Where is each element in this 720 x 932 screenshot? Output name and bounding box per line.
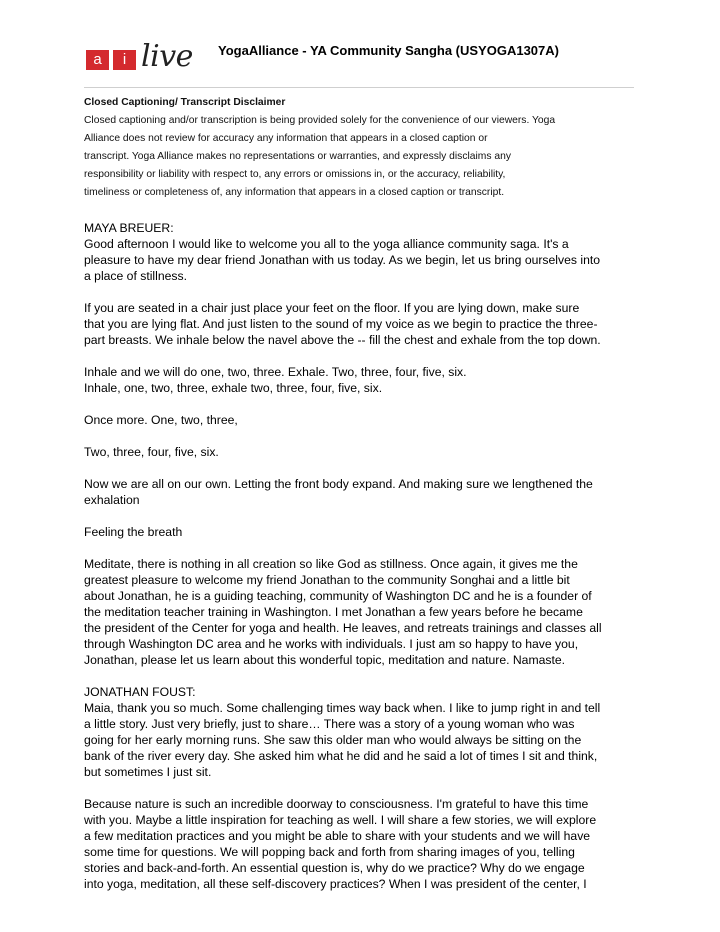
speaker-label: JONATHAN FOUST: (84, 685, 196, 699)
transcript-line: If you are seated in a chair just place your feet on the floor. If you are lying down, make sure (84, 301, 580, 315)
transcript-line: pleasure to have my dear friend Jonathan with us today. As we begin, let us bring ourselves into (84, 253, 601, 267)
paragraph-gap (84, 284, 640, 300)
transcript-line: the president of the Center for yoga and health. He leaves, and retreats trainings and classes all (84, 621, 602, 635)
paragraph-gap (84, 668, 640, 684)
transcript-body (84, 220, 640, 892)
page-header (86, 38, 634, 78)
disclaimer-title: Closed Captioning/ Transcript Disclaimer (84, 97, 286, 108)
logo-i-box: i (113, 50, 136, 70)
transcript-line: with you. Maybe a little inspiration for teaching as well. I will share a few stories, we will explore (84, 813, 597, 827)
transcript-line: exhalation (84, 493, 140, 507)
transcript-line: part breasts. We inhale below the navel above the -- fill the chest and exhale from the top down. (84, 333, 601, 347)
transcript-line: the meditation teacher training in Washington. I met Jonathan a few years before he became (84, 605, 583, 619)
ai-live-logo (86, 39, 196, 76)
transcript-line: Jonathan, please let us learn about this wonderful topic, meditation and nature. Namaste. (84, 653, 566, 667)
transcript-line: Because nature is such an incredible doorway to consciousness. I'm grateful to have this time (84, 797, 589, 811)
header-divider (84, 87, 634, 88)
transcript-line: a little story. Just very briefly, just to share… There was a story of a young woman who was (84, 717, 575, 731)
transcript-line: going for her early morning runs. She saw this older man who would always be sitting on the (84, 733, 582, 747)
disclaimer-line: timeliness or completeness of, any information that appears in a closed caption or transcript. (84, 187, 505, 198)
transcript-line: Inhale and we will do one, two, three. Exhale. Two, three, four, five, six. (84, 365, 467, 379)
paragraph-gap (84, 780, 640, 796)
paragraph-gap (84, 540, 640, 556)
transcript-line: Two, three, four, five, six. (84, 445, 219, 459)
transcript-line: Inhale, one, two, three, exhale two, three, four, five, six. (84, 381, 383, 395)
document-title: YogaAlliance - YA Community Sangha (USYOGA1307A) (218, 43, 559, 58)
transcript-line: a place of stillness. (84, 269, 187, 283)
paragraph-gap (84, 428, 640, 444)
transcript-line: about Jonathan, he is a guiding teaching, community of Washington DC and he is a founder of (84, 589, 592, 603)
transcript-line: Feeling the breath (84, 525, 183, 539)
transcript-line: through Washington DC area and he works with individuals. I just am so happy to have you, (84, 637, 579, 651)
transcript-line: into yoga, meditation, all these self-discovery practices? When I was president of the center, I (84, 877, 587, 891)
disclaimer-line: Closed captioning and/or transcription is being provided solely for the convenience of our viewers. Yoga (84, 115, 556, 126)
disclaimer-block (84, 94, 640, 202)
transcript-line: bank of the river every day. She asked him what he did and he said a lot of times I sit and think, (84, 749, 598, 763)
transcript-line: greatest pleasure to welcome my friend Jonathan to the community Songhai and a little bit (84, 573, 570, 587)
transcript-line: that you are lying flat. And just listen to the sound of my voice as we begin to practice the three- (84, 317, 598, 331)
disclaimer-line: transcript. Yoga Alliance makes no representations or warranties, and expressly disclaims any (84, 151, 511, 162)
transcript-line: Good afternoon I would like to welcome you all to the yoga alliance community saga. It's a (84, 237, 569, 251)
transcript-line: Once more. One, two, three, (84, 413, 238, 427)
paragraph-gap (84, 396, 640, 412)
paragraph-gap (84, 508, 640, 524)
logo-live-text: live (141, 39, 193, 74)
transcript-line: stories and back-and-forth. An essential question is, why do we practice? Why do we engage (84, 861, 585, 875)
paragraph-gap (84, 460, 640, 476)
transcript-line: Now we are all on our own. Letting the front body expand. And making sure we lengthened the (84, 477, 593, 491)
transcript-line: some time for questions. We will popping back and forth from sharing images of you, telling (84, 845, 575, 859)
paragraph-gap (84, 348, 640, 364)
speaker-label: MAYA BREUER: (84, 221, 174, 235)
transcript-line: a few meditation practices and you might be able to share with your students and we will have (84, 829, 591, 843)
transcript-line: but sometimes I just sit. (84, 765, 212, 779)
logo-a-box: a (86, 50, 109, 70)
transcript-line: Maia, thank you so much. Some challenging times way back when. I like to jump right in and tell (84, 701, 601, 715)
disclaimer-line: responsibility or liability with respect to, any errors or omissions in, or the accuracy, reliability, (84, 169, 506, 180)
disclaimer-line: Alliance does not review for accuracy any information that appears in a closed caption or (84, 133, 488, 144)
transcript-line: Meditate, there is nothing in all creation so like God as stillness. Once again, it gives me the (84, 557, 578, 571)
